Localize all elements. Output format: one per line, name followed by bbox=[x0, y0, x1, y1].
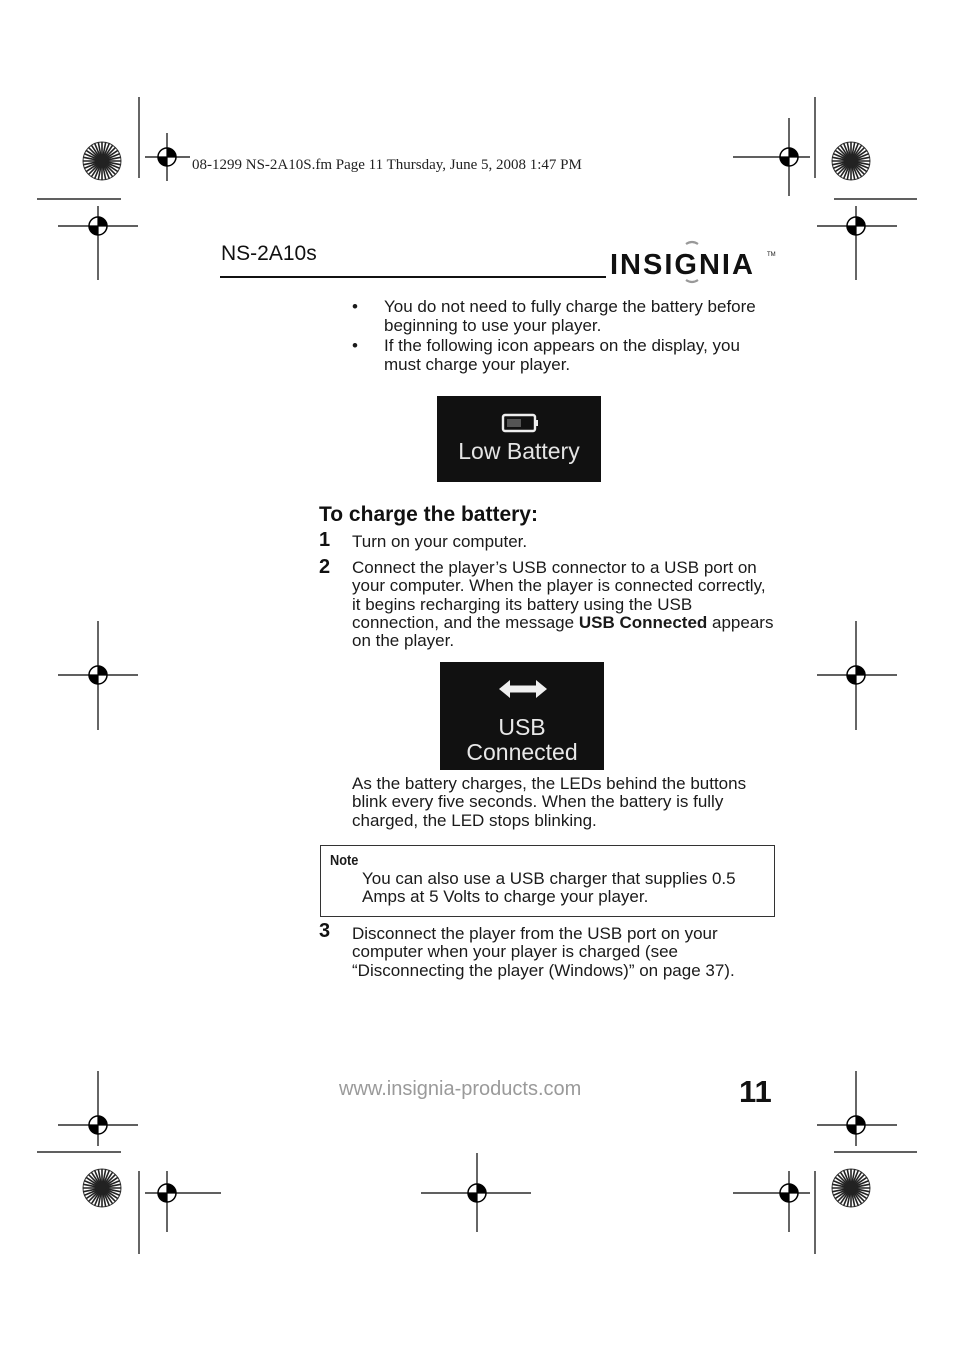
usb-connected-screen bbox=[440, 662, 604, 770]
print-slug-line: 08-1299 NS-2A10S.fm Page 11 Thursday, June 5, 2008 1:47 PM bbox=[192, 157, 582, 173]
header-rule bbox=[220, 276, 606, 278]
double-arrow-icon bbox=[496, 676, 550, 702]
model-name: NS-2A10s bbox=[221, 242, 317, 265]
page-number: 11 bbox=[739, 1074, 772, 1109]
footer-url: www.insignia-products.com bbox=[339, 1078, 582, 1100]
battery-icon bbox=[501, 412, 541, 434]
bullet-item bbox=[352, 298, 772, 335]
low-battery-screen bbox=[437, 396, 601, 482]
step-number: 1 bbox=[319, 529, 331, 551]
usb-screen-line2: Connected bbox=[466, 739, 578, 765]
section-heading: To charge the battery: bbox=[319, 503, 538, 526]
note-label: Note bbox=[330, 852, 359, 869]
bullet-item bbox=[352, 337, 772, 374]
low-battery-label: Low Battery bbox=[458, 438, 580, 464]
step-text: Disconnect the player from the USB port on your computer when your player is charged (see “Disconnecting the player (Windows)” on page 37). bbox=[352, 924, 735, 980]
trademark-mark: TM bbox=[767, 252, 776, 258]
note-text: You can also use a USB charger that supplies 0.5 Amps at 5 Volts to charge your player. bbox=[362, 869, 736, 907]
logo-text: INSIGNIA bbox=[610, 249, 755, 281]
insignia-logo bbox=[608, 240, 778, 284]
usb-connected-message: USB Connected bbox=[578, 612, 708, 632]
bullet-text: If the following icon appears on the display, you must charge your player. bbox=[384, 336, 740, 374]
bullet-marker: • bbox=[352, 297, 358, 316]
step-text-part: appears on the player. bbox=[352, 612, 774, 651]
step-text-part: Connect the player’s USB connector to a USB port on your computer. When the player is connected correctly, it begins recharging its battery using the USB connection, and the message bbox=[352, 558, 766, 632]
usb-screen-line1: USB bbox=[498, 714, 546, 740]
step-text bbox=[352, 559, 774, 650]
note-box bbox=[320, 845, 775, 917]
bullet-list bbox=[352, 298, 772, 376]
charging-paragraph: As the battery charges, the LEDs behind the buttons blink every five seconds. When the battery is fully charged, the LED stops blinking. bbox=[352, 774, 747, 830]
step-text: Turn on your computer. bbox=[352, 532, 528, 551]
step-number: 2 bbox=[319, 556, 331, 578]
bullet-text: You do not need to fully charge the battery before beginning to use your player. bbox=[384, 297, 756, 335]
step-number: 3 bbox=[319, 920, 331, 942]
bullet-marker: • bbox=[352, 336, 358, 355]
insignia-logo-graphic bbox=[608, 240, 778, 284]
